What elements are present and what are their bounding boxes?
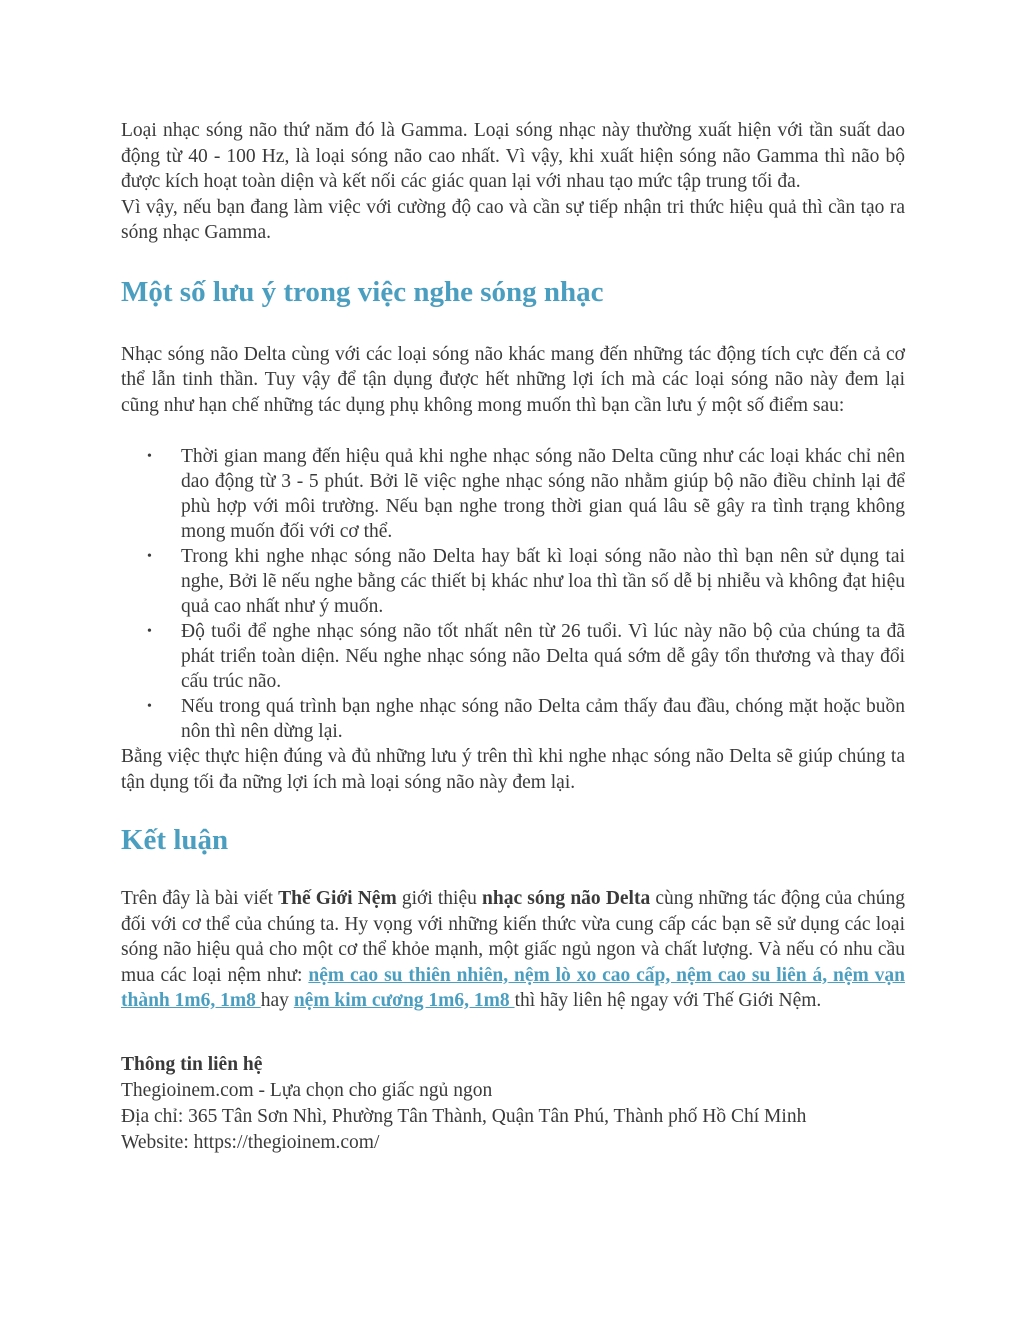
conclusion-text-2: giới thiệu xyxy=(396,888,483,909)
conclusion-text-5: thì hãy liên hệ ngay với Thế Giới Nệm. xyxy=(514,990,822,1011)
list-item-text: Độ tuổi để nghe nhạc sóng não tốt nhất nên từ 26 tuổi. Vì lúc này não bộ của chúng ta đã phát triển toàn diện. Nếu nghe nhạc sóng não Delta quá sớm dễ gây tổn thương và thay đổi cấu trúc não. xyxy=(181,621,905,692)
bullet-icon: • xyxy=(147,449,152,464)
contact-heading-text: Thông tin liên hệ xyxy=(121,1053,263,1075)
bullet-icon: • xyxy=(147,699,152,714)
contact-heading xyxy=(121,1052,905,1078)
diamond-mattress-link[interactable]: nệm kim cương 1m6, 1m8 xyxy=(293,990,515,1011)
brand-name-bold: Thế Giới Nệm xyxy=(278,888,397,909)
list-item-text: Trong khi nghe nhạc sóng não Delta hay bất kì loại sóng não nào thì bạn nên sử dụng tai nghe, Bởi lẽ nếu nghe bằng các thiết bị khác như loa thì tần số dễ bị nhiễu và không đạt hiệu quả cao nhất như ý muốn. xyxy=(181,546,905,617)
conclusion-text-3: cùng những tác động của chúng đối với cơ thể của chúng ta. Hy vọng với những kiến thức vừa cung cấp các bạn sẽ sử dụng các loại sóng não hiệu quả cho một cơ thể khỏe mạnh, một giấc ngủ ngon và chất lượng. Và nếu có nhu cầu mua các loại nệm như: xyxy=(121,888,905,986)
list-item xyxy=(121,544,905,619)
list-item-text: Nếu trong quá trình bạn nghe nhạc sóng não Delta cảm thấy đau đầu, chóng mặt hoặc buồn nôn thì nên dừng lại. xyxy=(181,696,905,742)
notes-outro-paragraph: Bằng việc thực hiện đúng và đủ những lưu ý trên thì khi nghe nhạc sóng não Delta sẽ giúp chúng ta tận dụng tối đa nững lợi ích mà loại sóng não này đem lại. xyxy=(121,746,905,793)
mattress-types-link[interactable]: nệm cao su thiên nhiên, nệm lò xo cao cấp, nệm cao su liên á, nệm vạn thành 1m6, 1m8 xyxy=(121,964,905,1011)
contact-website: Website: https://thegioinem.com/ xyxy=(121,1131,380,1153)
contact-block xyxy=(121,1052,905,1156)
bullet-icon: • xyxy=(147,549,152,564)
contact-address: Địa chỉ: 365 Tân Sơn Nhì, Phường Tân Thành, Quận Tân Phú, Thành phố Hồ Chí Minh xyxy=(121,1105,807,1127)
list-item xyxy=(121,619,905,694)
intro-paragraph-conclusion: Vì vậy, nếu bạn đang làm việc với cường độ cao và cần sự tiếp nhận tri thức hiệu quả thì cần tạo ra sóng nhạc Gamma. xyxy=(121,196,905,243)
list-item xyxy=(121,444,905,544)
conclusion-text-4: hay xyxy=(260,990,294,1011)
conclusion-text-1: Trên đây là bài viết xyxy=(121,888,279,909)
list-item xyxy=(121,694,905,744)
notes-intro-paragraph: Nhạc sóng não Delta cùng với các loại sóng não khác mang đến những tác động tích cực đến cả cơ thể lẫn tinh thần. Tuy vậy để tận dụng được hết những lợi ích mà các loại sóng não này đem lại cũng như hạn chế những tác dụng phụ không mong muốn thì bạn cần lưu ý một số điểm sau: xyxy=(121,343,905,416)
intro-paragraph-gamma: Loại nhạc sóng não thứ năm đó là Gamma. Loại sóng nhạc này thường xuất hiện với tần suất dao động từ 40 - 100 Hz, là loại sóng não cao nhất. Vì vậy, khi xuất hiện sóng não Gamma thì não bộ được kích hoạt toàn diện và kết nối các giác quan lại với nhau tạo mức tập trung tối đa. xyxy=(121,120,905,192)
list-item-text: Thời gian mang đến hiệu quả khi nghe nhạc sóng não Delta cũng như các loại khác chỉ nên dao động từ 3 - 5 phút. Bởi lẽ việc nghe nhạc sóng não nhằm giúp bộ não điều chỉnh lại để phù hợp với môi trường. Nếu bạn nghe trong thời gian quá lâu sẽ gây ra tình trạng không mong muốn đối với cơ thể. xyxy=(181,446,905,542)
contact-tagline: Thegioinem.com - Lựa chọn cho giấc ngủ ngon xyxy=(121,1079,493,1101)
bullet-icon: • xyxy=(147,624,152,639)
topic-bold: nhạc sóng não Delta xyxy=(482,888,651,909)
conclusion-paragraph xyxy=(121,886,905,1014)
document-page xyxy=(121,118,905,1156)
section-heading-notes: Một số lưu ý trong việc nghe sóng nhạc xyxy=(121,275,604,308)
notes-list xyxy=(121,444,905,744)
section-heading-conclusion: Kết luận xyxy=(121,824,229,856)
